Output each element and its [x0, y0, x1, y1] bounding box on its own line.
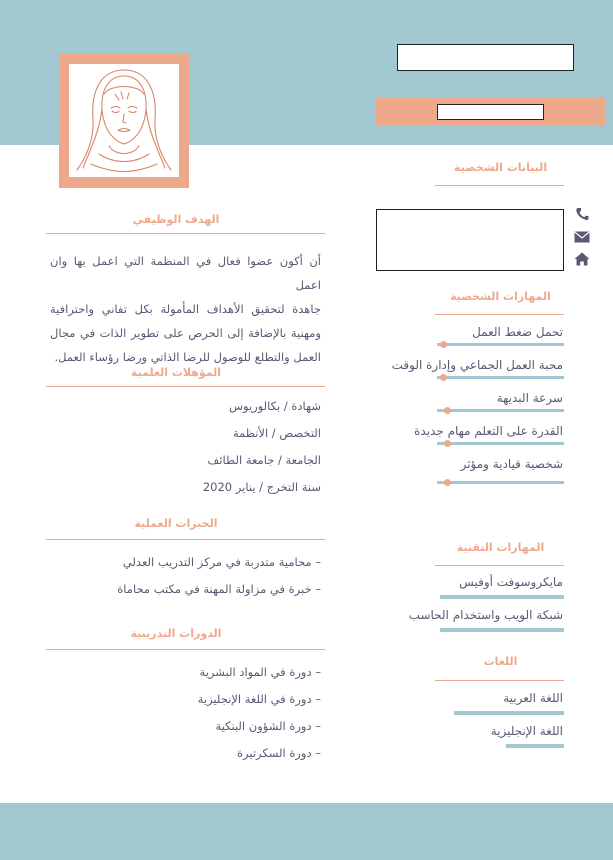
home-icon: [574, 252, 590, 266]
personal-data-title: البيانات الشخصية: [453, 161, 548, 174]
skill-level-marker: [444, 407, 451, 414]
skill-track: [437, 481, 564, 484]
personal-skills-title: المهارات الشخصية: [450, 290, 551, 303]
skill-level-marker: [440, 341, 447, 348]
objective-line: العمل والتطلع للوصول للرضا الذاتي ورضا رؤساء العمل.: [54, 350, 321, 364]
experience-item: – محامية متدربة في مركز التدريب العدلي: [122, 555, 321, 569]
qualifications-title: المؤهلات العلمية: [130, 366, 222, 379]
footer-band: [0, 803, 613, 860]
personal-skills-divider: [435, 314, 564, 315]
skill-level-marker: [440, 374, 447, 381]
skill-track: [437, 409, 564, 412]
skill-track: [437, 442, 564, 445]
tech-skill-bar: [440, 595, 564, 599]
skill-label: سرعة البديهة: [496, 391, 563, 405]
qualification-item: التخصص / الأنظمة: [232, 426, 321, 440]
objective-divider: [46, 233, 325, 234]
personal-data-divider: [435, 185, 564, 186]
profile-photo: [69, 64, 179, 177]
photo-frame: [59, 53, 189, 188]
objective-line: جاهدة لتحقيق الأهداف المأمولة بكل تفاني واحترافية: [50, 302, 321, 316]
language-label: اللغة الإنجليزية: [490, 724, 563, 738]
skill-label: تحمل ضغط العمل: [472, 325, 563, 339]
skill-label: القدرة على التعلم مهام جديدة: [414, 424, 563, 438]
skill-label: شخصية قيادية ومؤثر: [460, 457, 563, 471]
experience-item: – خبرة في مزاولة المهنة في مكتب محاماة: [117, 582, 321, 596]
tech-skills-title: المهارات التقنية: [456, 541, 545, 554]
objective-title: الهدف الوظيفي: [132, 213, 220, 226]
contact-info-box[interactable]: [376, 209, 564, 271]
objective-line: ومهنية بالإضافة إلى الحرص على تطوير الذات في مجال: [50, 326, 321, 340]
skill-track: [437, 343, 564, 346]
phone-icon: [574, 207, 590, 221]
experience-divider: [46, 539, 325, 540]
job-title-field[interactable]: [437, 104, 544, 120]
languages-title: اللغات: [483, 655, 518, 668]
course-item: – دورة الشؤون البنكية: [215, 719, 321, 733]
skill-label: محبة العمل الجماعي وإدارة الوقت: [391, 358, 563, 372]
course-item: – دورة السكرتيرة: [236, 746, 321, 760]
woman-in-hijab-illustration: [69, 64, 179, 177]
language-bar: [454, 711, 564, 715]
qualifications-divider: [46, 386, 325, 387]
name-field[interactable]: [397, 44, 574, 71]
course-item: – دورة في المواد البشرية: [199, 665, 321, 679]
language-label: اللغة العربية: [503, 691, 563, 705]
experience-title: الخبرات العملية: [134, 517, 218, 530]
courses-title: الدورات التدريبية: [130, 627, 222, 640]
tech-skills-divider: [435, 565, 564, 566]
courses-divider: [46, 649, 325, 650]
tech-skill-label: شبكة الويب واستخدام الحاسب: [408, 608, 563, 622]
skill-track: [437, 376, 564, 379]
course-item: – دورة في اللغة الإنجليزية: [197, 692, 321, 706]
tech-skill-bar: [440, 628, 564, 632]
objective-line: أن أكون عضوا فعال في المنظمة التي اعمل بها وان اعمل: [50, 254, 321, 292]
tech-skill-label: مايكروسوفت أوفيس: [459, 575, 563, 589]
skill-level-marker: [444, 440, 451, 447]
language-bar: [506, 744, 564, 748]
email-icon: [574, 230, 590, 244]
objective-paragraph: [50, 249, 321, 369]
qualification-item: شهادة / بكالوريوس: [228, 399, 321, 413]
qualification-item: سنة التخرج / يناير 2020: [202, 480, 321, 494]
qualification-item: الجامعة / جامعة الطائف: [207, 453, 321, 467]
skill-level-marker: [444, 479, 451, 486]
languages-divider: [435, 680, 564, 681]
